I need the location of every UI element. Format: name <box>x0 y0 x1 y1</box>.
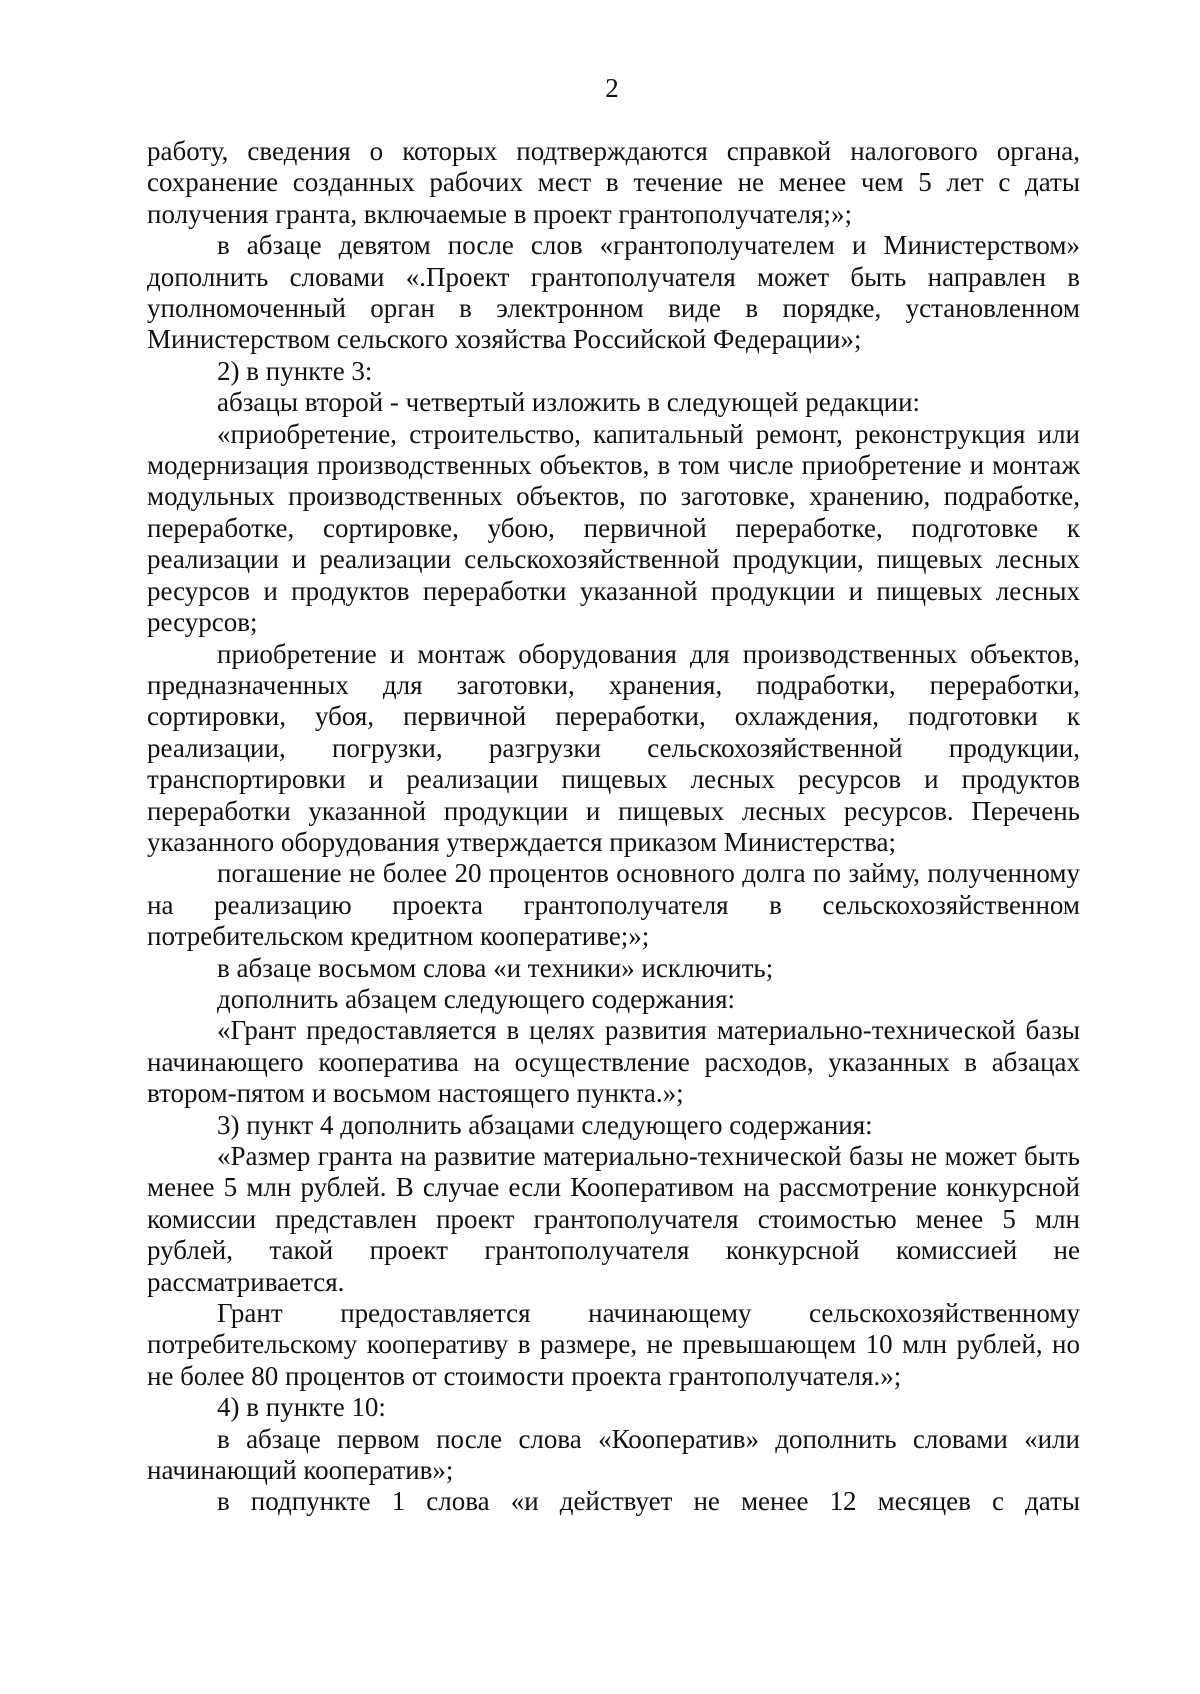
paragraph: дополнить абзацем следующего содержания: <box>217 983 736 1014</box>
paragraph: погашение не более 20 процентов основного долга по займу, полученному на реализацию проекта грантополучателя в сельскохозяйственном потребительском кредитном кооперативе;»; <box>147 858 1080 952</box>
paragraph: абзацы второй - четвертый изложить в следующей редакции: <box>217 387 921 418</box>
paragraph: 4) в пункте 10: <box>217 1392 386 1423</box>
paragraph: «Грант предоставляется в целях развития материально-технической базы начинающего кооператива на осуществление расходов, указанных в абзацах втором-пятом и восьмом настоящего пункта.»; <box>147 1015 1080 1109</box>
paragraph: Грант предоставляется начинающему сельскохозяйственному потребительскому кооперативу в размере, не превышающем 10 млн рублей, но не более 80 процентов от стоимости проекта грантополучателя.»; <box>147 1298 1080 1391</box>
paragraph: 2) в пункте 3: <box>217 355 373 386</box>
paragraph: в абзаце первом после слова «Кооператив» дополнить словами «или начинающий кооператив»; <box>147 1423 1080 1486</box>
paragraph: в абзаце восьмом слова «и техники» исключить; <box>217 952 774 983</box>
paragraph: работу, сведения о которых подтверждаются справкой налогового органа, сохранение созданных рабочих мест в течение не менее чем 5 лет с даты получения гранта, включаемые в проект грантополучателя;»; <box>147 136 1080 229</box>
paragraph: «приобретение, строительство, капитальный ремонт, реконструкция или модернизация производственных объектов, в том числе приобретение и монтаж модульных производственных объектов, по заготовке, хранению, подработке, переработке, сортировке, убою, первичной переработке, подготовке к реализации и реализации сельскохозяйственной продукции, пищевых лесных ресурсов и продуктов переработки указанной продукции и пищевых лесных ресурсов; <box>147 418 1080 638</box>
paragraph: «Размер гранта на развитие материально-технической базы не может быть менее 5 млн рублей. В случае если Кооперативом на рассмотрение конкурсной комиссии представлен проект грантополучателя стоимостью менее 5 млн рублей, такой проект грантополучателя конкурсной комиссией не рассматривается. <box>147 1141 1080 1297</box>
paragraph: 3) пункт 4 дополнить абзацами следующего содержания: <box>217 1109 873 1140</box>
document-body <box>147 136 1080 1518</box>
paragraph: в абзаце девятом после слов «грантополучателем и Министерством» дополнить словами «.Проект грантополучателя может быть направлен в уполномоченный орган в электронном виде в порядке, установленном Министерством сельского хозяйства Российской Федерации»; <box>147 230 1080 355</box>
paragraph: в подпункте 1 слова «и действует не менее 12 месяцев с даты <box>217 1486 1080 1517</box>
page-number: 2 <box>605 73 619 103</box>
paragraph: приобретение и монтаж оборудования для производственных объектов, предназначенных для заготовки, хранения, подработки, переработки, сортировки, убоя, первичной переработки, охлаждения, подготовки к реализации, погрузки, разгрузки сельскохозяйственной продукции, транспортировки и реализации пищевых лесных ресурсов и продуктов переработки указанной продукции и пищевых лесных ресурсов. Перечень указанного оборудования утверждается приказом Министерства; <box>147 638 1080 857</box>
